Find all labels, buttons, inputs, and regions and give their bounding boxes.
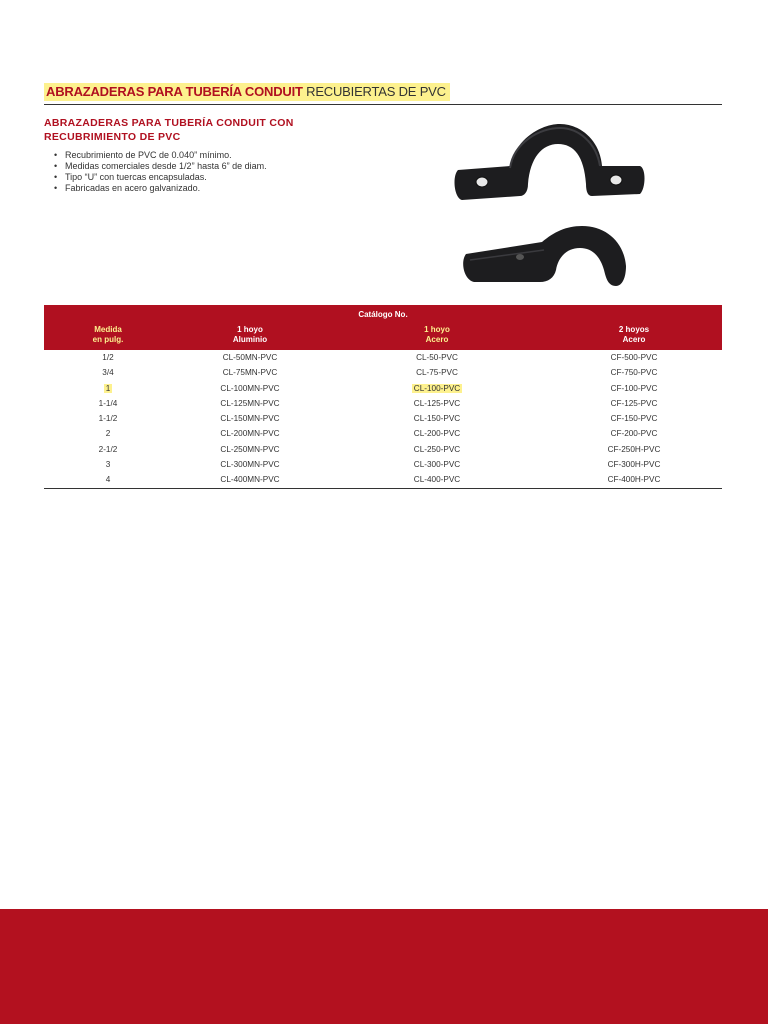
page-title-red: ABRAZADERAS PARA TUBERÍA CONDUIT [46, 84, 303, 99]
table-row [44, 365, 722, 380]
catalog-table [44, 305, 722, 489]
cell-aluminum: CL-50MN-PVC [222, 353, 278, 362]
highlighted-catalog-number: CL-100-PVC [413, 383, 461, 393]
cell-size: 4 [105, 475, 111, 485]
cell-aluminum: CL-125MN-PVC [220, 398, 280, 408]
column-header-line: 2 hoyos [618, 325, 650, 334]
feature-item: • Medidas comerciales desde 1/2” hasta 6” de diam. [54, 161, 267, 172]
table-caption: Catálogo No. [358, 310, 408, 319]
two-hole-clamp-image [450, 118, 650, 208]
cell-steel-one-hole: CL-150-PVC [413, 414, 461, 424]
table-row [44, 426, 722, 441]
table-body [44, 350, 722, 488]
table-row [44, 442, 722, 457]
section-subtitle: ABRAZADERAS PARA TUBERÍA CONDUIT CON RECUBRIMIENTO DE PVC [44, 117, 294, 143]
column-header-steel-one-hole [328, 325, 546, 350]
cell-size: 2 [105, 429, 111, 439]
footer-band [0, 909, 768, 1024]
cell-aluminum: CL-150MN-PVC [220, 414, 280, 424]
cell-size: 3/4 [102, 368, 114, 378]
cell-aluminum: CL-75MN-PVC [222, 368, 278, 378]
cell-steel-two-hole: CF-400H-PVC [607, 475, 661, 485]
cell-size [44, 381, 172, 396]
cell-steel-one-hole: CL-300-PVC [413, 460, 461, 470]
cell-size: 2-1/2 [98, 444, 118, 454]
cell-steel-one-hole: CL-200-PVC [413, 429, 461, 439]
cell-steel-one-hole: CL-125-PVC [413, 398, 461, 408]
cell-aluminum: CL-400MN-PVC [220, 475, 280, 485]
column-header-line: Aluminio [232, 335, 268, 344]
cell-steel-one-hole: CL-75-PVC [416, 368, 458, 378]
column-header-line: Acero [425, 335, 449, 344]
cell-size: 1-1/2 [98, 414, 118, 424]
table-header [44, 305, 722, 350]
page-title [44, 83, 450, 101]
feature-list [54, 150, 267, 194]
cell-aluminum: CL-200MN-PVC [220, 429, 280, 439]
cell-aluminum: CL-300MN-PVC [220, 460, 280, 470]
table-row [44, 381, 722, 396]
cell-steel-one-hole [328, 381, 546, 396]
cell-size: 1/2 [102, 353, 114, 362]
feature-item: • Recubrimiento de PVC de 0.040” mínimo. [54, 150, 267, 161]
cell-steel-two-hole: CF-250H-PVC [607, 444, 661, 454]
column-header-line: 1 hoyo [237, 325, 263, 334]
highlighted-size: 1 [105, 383, 111, 393]
cell-steel-one-hole: CL-250-PVC [413, 444, 461, 454]
cell-steel-one-hole: CL-400-PVC [413, 475, 461, 485]
column-header-line: Acero [622, 335, 646, 344]
cell-steel-two-hole: CF-125-PVC [610, 398, 658, 408]
feature-item: • Fabricadas en acero galvanizado. [54, 183, 267, 194]
page-title-dark: RECUBIERTAS DE PVC [302, 84, 446, 99]
page-title-bar [44, 82, 722, 105]
cell-aluminum: CL-100MN-PVC [220, 383, 280, 393]
cell-steel-two-hole: CF-500-PVC [610, 353, 658, 362]
cell-steel-two-hole: CF-750-PVC [610, 368, 658, 378]
cell-size: 3 [105, 460, 111, 470]
cell-steel-two-hole: CF-300H-PVC [607, 460, 661, 470]
table-row [44, 411, 722, 426]
column-header-line: en pulg. [92, 335, 124, 344]
one-hole-clamp-image [458, 222, 638, 292]
cell-steel-one-hole: CL-50-PVC [416, 353, 458, 362]
column-header-aluminum [172, 325, 328, 350]
table-row [44, 350, 722, 365]
column-header-line: Medida [94, 325, 122, 334]
column-header-line: 1 hoyo [424, 325, 450, 334]
feature-item: • Tipo “U” con tuercas encapsuladas. [54, 172, 267, 183]
table-row [44, 396, 722, 411]
column-header-steel-two-hole [546, 325, 722, 350]
cell-steel-two-hole: CF-100-PVC [610, 383, 658, 393]
cell-aluminum: CL-250MN-PVC [220, 444, 280, 454]
cell-steel-two-hole: CF-150-PVC [610, 414, 658, 424]
cell-size: 1-1/4 [98, 398, 118, 408]
table-row [44, 457, 722, 472]
column-header-size [44, 325, 172, 350]
cell-steel-two-hole: CF-200-PVC [610, 429, 658, 439]
table-row [44, 472, 722, 487]
